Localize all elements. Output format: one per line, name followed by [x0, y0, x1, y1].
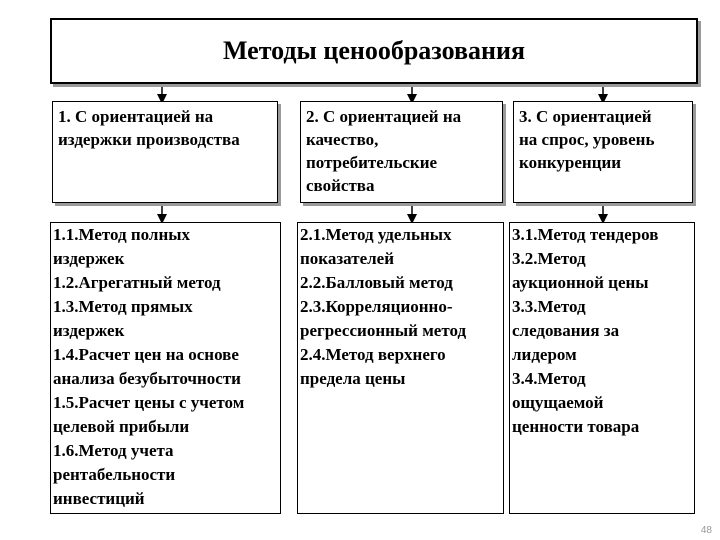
category-3-line: конкуренции [519, 153, 622, 172]
detail-1-line: 1.6.Метод учета [53, 441, 174, 460]
detail-3-line: лидером [512, 345, 577, 364]
detail-1-line: целевой прибыли [53, 417, 190, 436]
category-box-1 [52, 101, 278, 203]
detail-3-line: 3.1.Метод тендеров [512, 225, 659, 244]
page-number: 48 [700, 525, 712, 536]
diagram-title: Методы ценообразования [222, 36, 526, 65]
detail-2-line: 2.4.Метод верхнего [300, 345, 446, 364]
detail-1-line: 1.4.Расчет цен на основе [53, 345, 239, 364]
detail-1-line: издержек [53, 249, 125, 268]
category-2-line: потребительские [306, 153, 438, 172]
detail-2-line: предела цены [300, 369, 406, 388]
detail-3-line: следования за [512, 321, 620, 340]
title-box [50, 18, 698, 84]
detail-1-line: 1.1.Метод полных [53, 225, 191, 244]
detail-3-line: ценности товара [512, 417, 640, 436]
detail-2-line: регрессионный метод [300, 321, 467, 340]
detail-1-line: издержек [53, 321, 125, 340]
detail-1-line: инвестиций [53, 489, 145, 508]
category-2-line: качество, [306, 130, 379, 149]
detail-1-line: 1.2.Агрегатный метод [53, 273, 221, 292]
category-3-line: на спрос, уровень [519, 130, 655, 149]
detail-2-line: 2.3.Корреляционно- [300, 297, 453, 316]
detail-box-1 [50, 222, 281, 514]
detail-3-line: 3.4.Метод [512, 369, 586, 388]
category-1-line: 1. С ориентацией на [58, 107, 214, 126]
category-3-line: 3. С ориентацией [519, 107, 652, 126]
detail-3-line: 3.2.Метод [512, 249, 586, 268]
detail-3-line: ощущаемой [512, 393, 604, 412]
detail-box-2 [297, 222, 504, 514]
category-2-line: свойства [306, 176, 375, 195]
detail-3-line: 3.3.Метод [512, 297, 586, 316]
detail-1-line: 1.5.Расчет цены с учетом [53, 393, 245, 412]
category-1-line: издержки производства [58, 130, 240, 149]
detail-1-line: рентабельности [53, 465, 176, 484]
category-box-2 [300, 101, 503, 203]
detail-2-line: показателей [300, 249, 394, 268]
category-box-3 [513, 101, 693, 203]
detail-box-3 [509, 222, 695, 514]
detail-1-line: анализа безубыточности [53, 369, 241, 388]
detail-3-line: аукционной цены [512, 273, 649, 292]
detail-2-line: 2.1.Метод удельных [300, 225, 452, 244]
category-2-line: 2. С ориентацией на [306, 107, 462, 126]
detail-2-line: 2.2.Балловый метод [300, 273, 453, 292]
detail-1-line: 1.3.Метод прямых [53, 297, 193, 316]
